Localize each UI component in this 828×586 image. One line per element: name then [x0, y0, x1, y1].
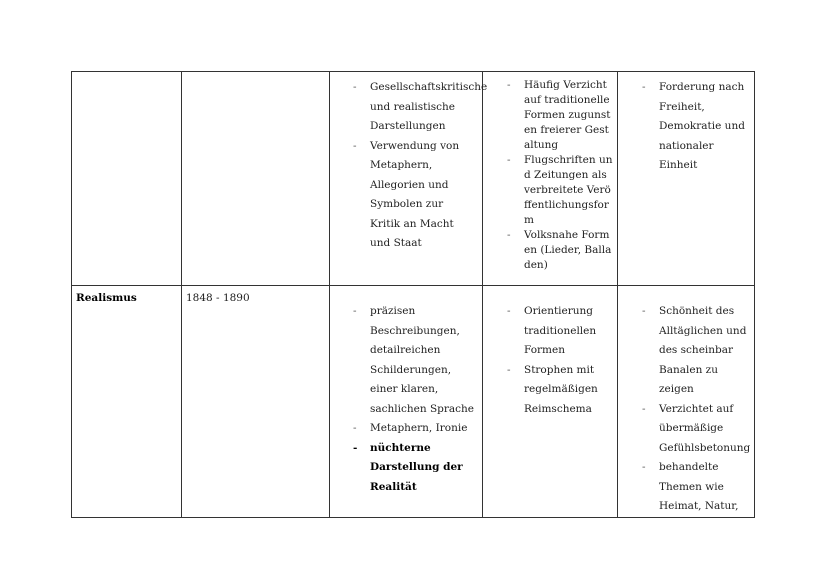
forms-cell [483, 72, 618, 286]
list-item [353, 419, 476, 439]
item-text: Metaphern, Ironie [370, 422, 468, 434]
item-text: Schönheit des Alltäglichen und des scheinbar Banalen zu zeigen [659, 305, 747, 395]
themes-cell [618, 286, 755, 518]
list-item [507, 302, 613, 361]
list-item [507, 153, 613, 228]
list-item [507, 78, 613, 153]
list-item [353, 302, 476, 419]
epoch-cell [72, 72, 182, 286]
bullet-dash: - [353, 81, 357, 93]
bullet-dash: - [353, 305, 357, 317]
list-item [353, 439, 476, 498]
forms-cell [483, 286, 618, 518]
item-text: Strophen mit regelmäßigen Reimschema [524, 363, 598, 415]
item-text: Flugschriften und Zeitungen als verbreitete Veröffentlichungsform [524, 154, 613, 226]
bullet-dash: - [353, 422, 357, 434]
epoch-cell [72, 286, 182, 518]
list-item [642, 302, 750, 400]
item-text: behandelte Themen wie Heimat, Natur, [659, 461, 739, 512]
item-text: Orientierung traditionellen Formen [524, 305, 597, 356]
list-item [353, 137, 476, 254]
period-text: 1848 - 1890 [186, 292, 250, 304]
bullet-dash: - [353, 441, 358, 454]
period-cell [182, 72, 330, 286]
table-row [72, 72, 755, 286]
bullet-dash: - [353, 139, 357, 152]
item-text: Forderung nach Freiheit, Demokratie und nationaler Einheit [659, 81, 745, 171]
features-cell [330, 286, 483, 518]
list-item [507, 228, 613, 273]
table-row [72, 286, 755, 518]
literature-epochs-table [71, 71, 755, 518]
item-text: Gesellschaftskritische und realistische Darstellungen [370, 81, 488, 132]
list-item [507, 361, 613, 420]
bullet-dash: - [642, 305, 646, 317]
item-text: nüchterne Darstellung der Realität [370, 441, 463, 493]
bullet-dash: - [642, 81, 646, 93]
features-cell [330, 72, 488, 286]
epoch-name: Realismus [76, 292, 137, 304]
list-item [642, 400, 750, 459]
period-cell [182, 286, 330, 518]
bullet-dash: - [507, 154, 511, 166]
period-text [182, 72, 329, 84]
bullet-dash: - [642, 402, 646, 415]
list-item [642, 458, 750, 517]
epoch-name [72, 72, 181, 84]
item-text: präzisen Beschreibungen, detailreichen Schilderungen, einer klaren, sachlichen Sprache [370, 305, 475, 415]
themes-cell [618, 72, 755, 286]
bullet-dash: - [507, 79, 511, 91]
item-text: Verwendung von Metaphern, Allegorien und Symbolen zur Kritik an Macht und Staat [370, 139, 460, 249]
list-item [642, 78, 750, 176]
item-text: Volksnahe Formen (Lieder, Balladen) [524, 229, 612, 271]
bullet-dash: - [642, 461, 646, 473]
list-item [353, 78, 488, 137]
item-text: Häufig Verzicht auf traditionelle Formen zugunsten freierer Gestaltung [524, 79, 611, 151]
item-text: Verzichtet auf übermäßige Gefühlsbetonung [659, 402, 751, 454]
bullet-dash: - [507, 363, 511, 376]
bullet-dash: - [507, 305, 511, 317]
bullet-dash: - [507, 229, 511, 241]
